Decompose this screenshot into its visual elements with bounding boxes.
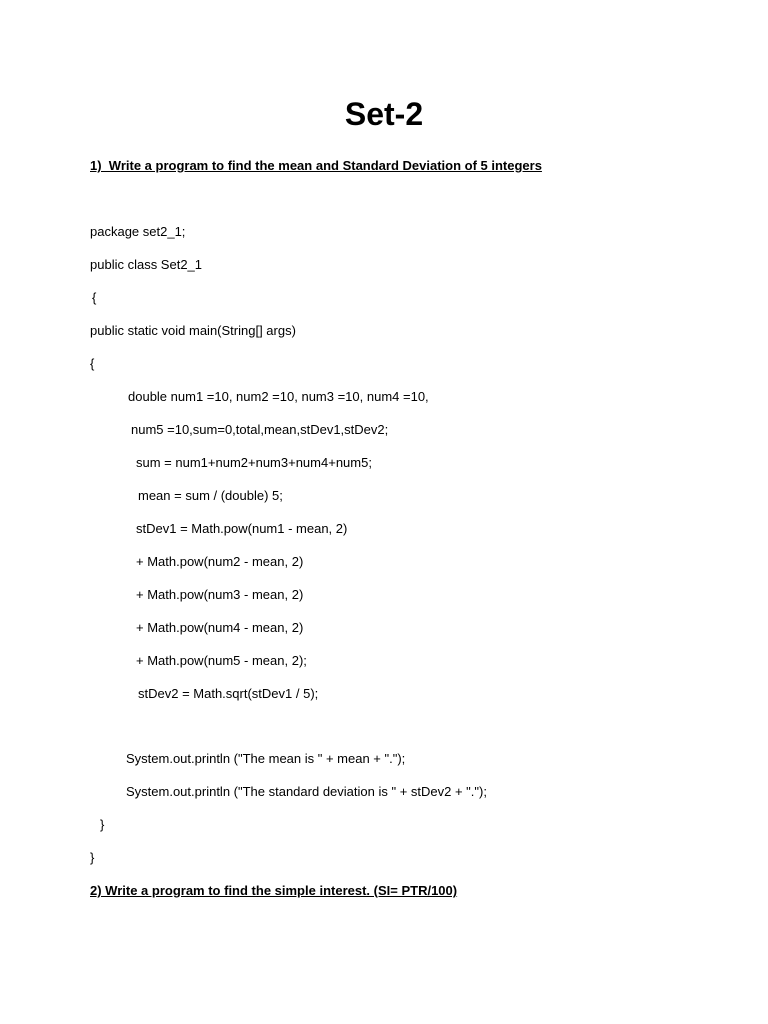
code-line: num5 =10,sum=0,total,mean,stDev1,stDev2;: [131, 422, 389, 437]
code-line: + Math.pow(num4 - mean, 2): [136, 620, 304, 635]
question-1: 1) Write a program to find the mean and Standard Deviation of 5 integers: [90, 158, 542, 173]
code-line: + Math.pow(num3 - mean, 2): [136, 587, 304, 602]
page-title: Set-2: [344, 96, 424, 132]
code-line: System.out.println ("The standard deviation is " + stDev2 + ".");: [126, 784, 487, 799]
code-line: + Math.pow(num5 - mean, 2);: [136, 653, 307, 668]
code-line: stDev1 = Math.pow(num1 - mean, 2): [136, 521, 348, 536]
code-line: stDev2 = Math.sqrt(stDev1 / 5);: [138, 686, 319, 701]
code-line: }: [100, 817, 105, 832]
code-line: package set2_1;: [90, 224, 186, 239]
code-line: {: [90, 356, 95, 371]
code-line: + Math.pow(num2 - mean, 2): [136, 554, 304, 569]
code-line: public class Set2_1: [90, 257, 203, 272]
code-line: public static void main(String[] args): [90, 323, 296, 338]
code-line: mean = sum / (double) 5;: [138, 488, 283, 503]
code-line: double num1 =10, num2 =10, num3 =10, num4 =10,: [128, 389, 429, 404]
code-line: System.out.println ("The mean is " + mean + ".");: [126, 751, 406, 766]
code-line: {: [92, 290, 97, 305]
code-line: sum = num1+num2+num3+num4+num5;: [136, 455, 372, 470]
question-2: 2) Write a program to find the simple interest. (SI= PTR/100): [90, 883, 458, 898]
code-line: }: [90, 850, 95, 865]
